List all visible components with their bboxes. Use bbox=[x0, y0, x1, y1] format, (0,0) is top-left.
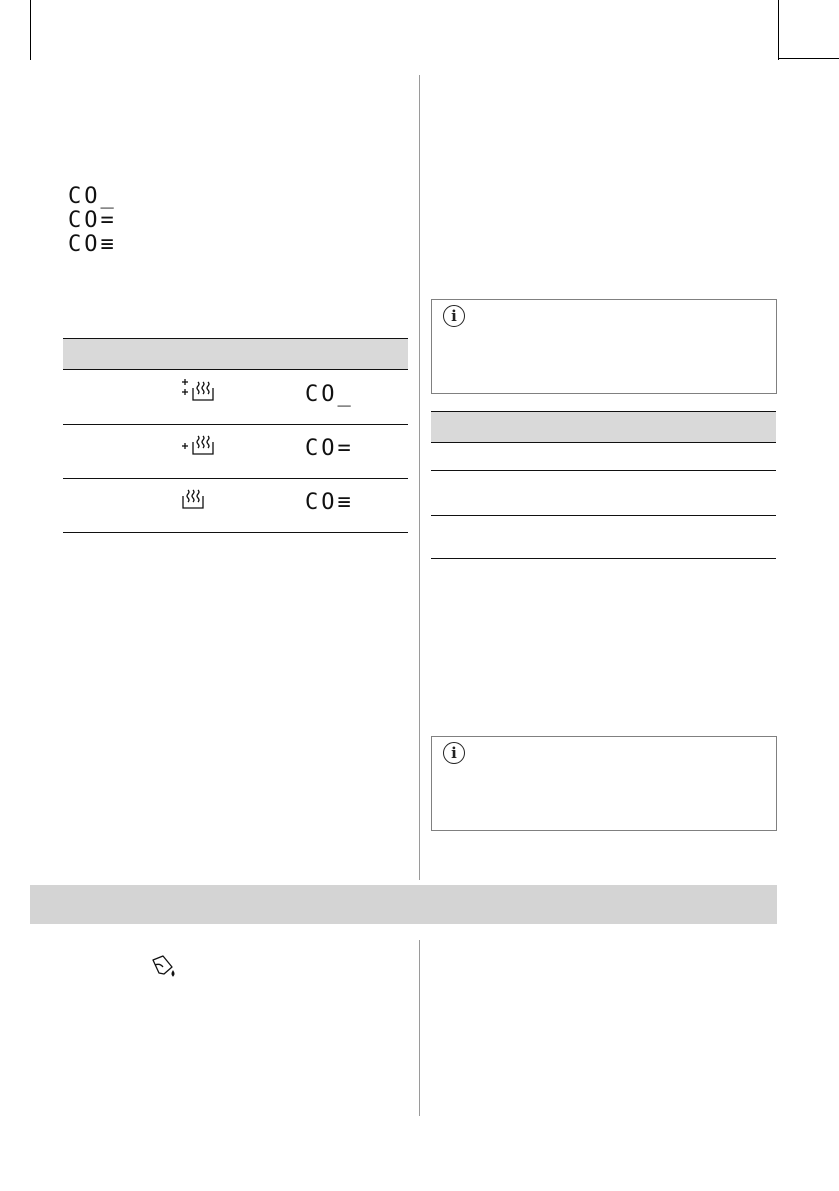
display-code-list bbox=[68, 186, 117, 256]
column-divider-bottom bbox=[419, 940, 420, 1116]
crop-mark-top-right bbox=[778, 0, 779, 60]
info-box bbox=[431, 299, 777, 394]
right-table-bottom-rule bbox=[431, 558, 776, 559]
section-heading-band bbox=[30, 885, 777, 924]
crop-mark-top-left bbox=[30, 0, 31, 60]
display-code-level-1: CO_ bbox=[68, 184, 117, 209]
table-row-rule bbox=[63, 424, 408, 425]
display-code-level-2: CO= bbox=[68, 208, 117, 233]
table-row-rule bbox=[63, 478, 408, 479]
table-bottom-rule bbox=[63, 532, 408, 533]
table-header-bottom-rule bbox=[63, 369, 408, 370]
right-table-row-rule bbox=[431, 515, 776, 516]
crop-mark-right bbox=[778, 58, 839, 59]
table-header bbox=[63, 338, 408, 370]
info-icon: i bbox=[443, 742, 465, 764]
info-box bbox=[431, 736, 777, 831]
detergent-pour-icon bbox=[150, 954, 180, 987]
table-row-code: CO≡ bbox=[305, 490, 354, 515]
fan-heat-plus-plus-icon bbox=[180, 378, 220, 411]
info-icon: i bbox=[443, 305, 465, 327]
right-table-row-rule bbox=[431, 470, 776, 471]
right-table-header bbox=[431, 411, 776, 443]
column-divider-top bbox=[419, 75, 420, 880]
table-row-code: CO= bbox=[305, 436, 354, 461]
fan-heat-plus-icon bbox=[180, 432, 220, 465]
fan-heat-icon bbox=[180, 486, 220, 519]
display-code-level-3: CO≡ bbox=[68, 232, 117, 257]
right-table-header-bottom-rule bbox=[431, 442, 776, 443]
table-row-code: CO_ bbox=[305, 382, 354, 407]
